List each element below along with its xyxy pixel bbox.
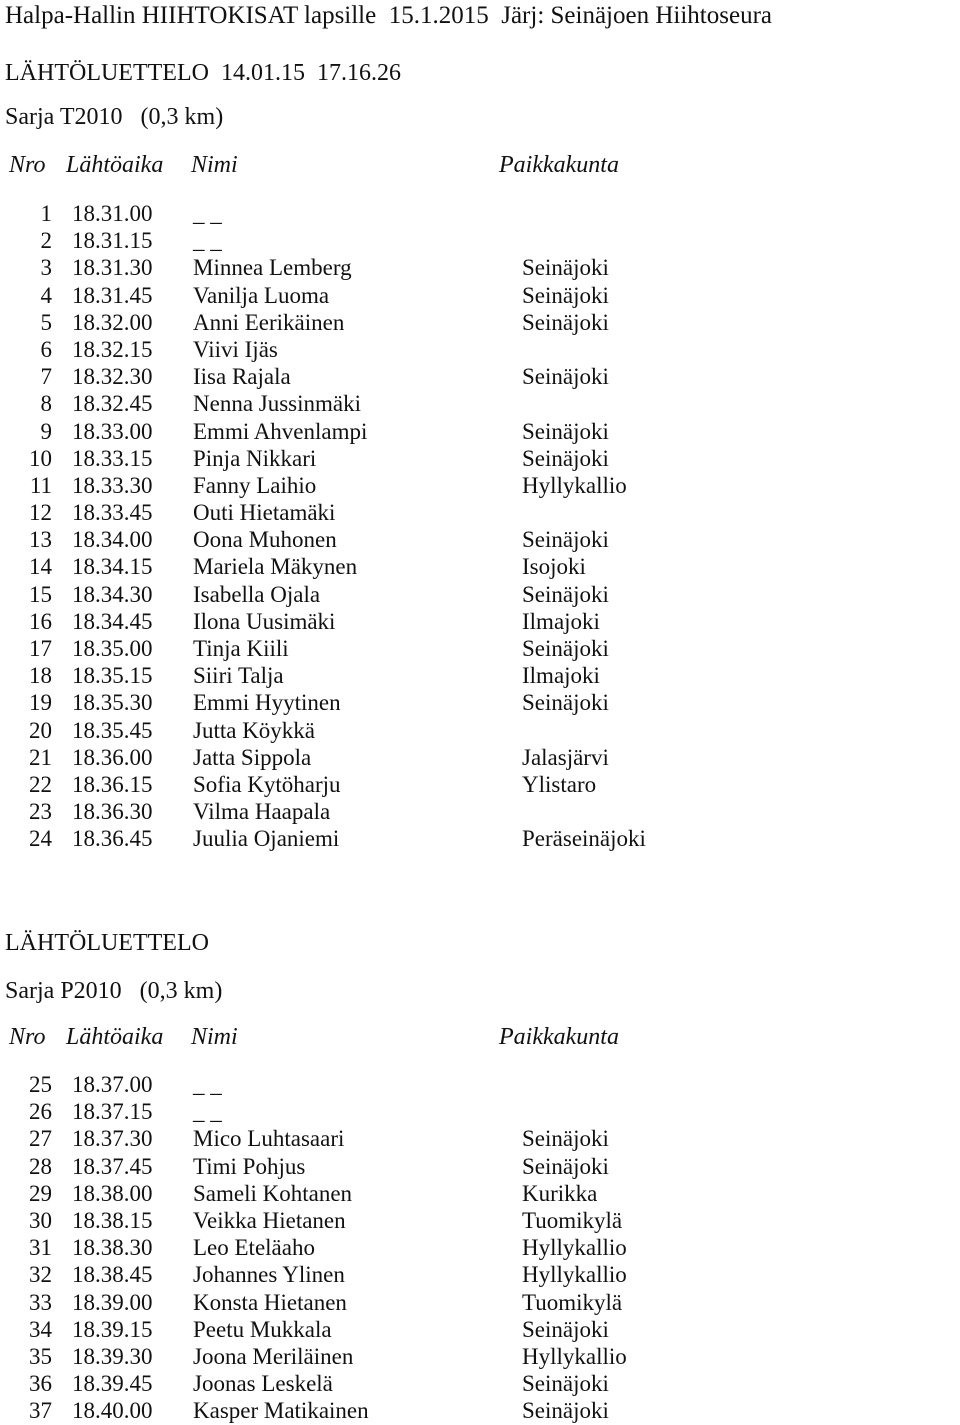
column-header-time: Lähtöaika [66,1024,164,1050]
start-time: 18.36.00 [72,744,153,770]
competitor-name: Leo Eteläaho [193,1235,315,1261]
start-time: 18.34.00 [72,527,153,553]
hometown: Seinäjoki [522,445,609,471]
series-heading-p2010: Sarja P2010 (0,3 km) [5,978,223,1004]
competitor-name: Anni Eerikäinen [193,309,345,335]
start-number: 18 [29,663,52,689]
start-number: 25 [29,1072,52,1097]
start-number: 19 [29,690,52,716]
table-row [0,1370,960,1397]
start-number: 15 [29,581,52,607]
hometown: Peräseinäjoki [522,826,646,852]
competitor-name: Juulia Ojaniemi [193,826,340,852]
table-row [0,336,960,363]
competitor-name: Peetu Mukkala [193,1316,332,1342]
table-row [0,282,960,309]
start-time: 18.35.15 [72,663,153,689]
competitor-name: Johannes Ylinen [193,1262,345,1288]
start-number: 5 [40,309,52,335]
start-time: 18.35.30 [72,690,153,716]
hometown: Hyllykallio [522,1262,627,1288]
table-row [0,1261,960,1288]
table-row [0,635,960,662]
start-number: 7 [40,364,52,390]
hometown: Seinäjoki [522,581,609,607]
start-time: 18.39.45 [72,1371,153,1397]
start-time: 18.39.00 [72,1289,153,1315]
table-row [0,499,960,526]
start-number: 10 [29,445,52,471]
table-row [0,1125,960,1152]
start-list-t2010 [0,200,960,853]
table-row [0,363,960,390]
competitor-name: Jatta Sippola [193,744,312,770]
start-list-heading-1: LÄHTÖLUETTELO 14.01.15 17.16.26 [5,60,401,86]
start-time: 18.34.30 [72,581,153,607]
column-headers-2 [0,1024,960,1054]
competitor-name: Konsta Hietanen [193,1289,347,1315]
column-header-name: Nimi [191,1024,238,1050]
start-number: 16 [29,608,52,634]
table-row [0,1098,960,1125]
hometown: Ilmajoki [522,663,600,689]
table-row [0,744,960,771]
table-row [0,581,960,608]
start-time: 18.39.30 [72,1343,153,1369]
start-number: 31 [29,1235,52,1261]
start-number: 22 [29,771,52,797]
start-number: 37 [29,1398,52,1424]
hometown: Seinäjoki [522,527,609,553]
start-number: 30 [29,1207,52,1233]
competitor-name: Jutta Köykkä [193,717,316,743]
start-number: 2 [40,228,52,254]
table-row [0,553,960,580]
start-number: 21 [29,744,52,770]
start-time: 18.35.00 [72,636,153,661]
column-header-nro: Nro [9,1024,46,1050]
hometown: Seinäjoki [522,1126,609,1152]
start-number: 36 [29,1371,52,1397]
start-number: 4 [40,282,52,308]
start-time: 18.39.15 [72,1316,153,1342]
table-row [0,1234,960,1261]
start-time: 18.37.30 [72,1126,153,1152]
start-time: 18.31.30 [72,255,153,281]
competitor-name: Isabella Ojala [193,581,321,607]
start-time: 18.38.00 [72,1180,153,1206]
table-row [0,1316,960,1343]
table-row [0,717,960,744]
start-time: 18.38.45 [72,1262,153,1288]
hometown: Seinäjoki [522,690,609,716]
start-time: 18.31.45 [72,282,153,308]
start-number: 28 [29,1153,52,1179]
start-number: 12 [29,500,52,526]
column-header-name: Nimi [191,152,238,178]
start-time: 18.33.00 [72,418,153,444]
start-number: 29 [29,1180,52,1206]
competitor-name: Tinja Kiili [193,636,289,661]
table-row [0,689,960,716]
start-number: 13 [29,527,52,553]
table-row [0,1180,960,1207]
column-header-time: Lähtöaika [66,152,164,178]
hometown: Hyllykallio [522,1235,627,1261]
start-time: 18.36.30 [72,799,153,825]
start-time: 18.33.30 [72,472,153,498]
series-heading-t2010: Sarja T2010 (0,3 km) [5,104,224,130]
start-number: 24 [29,826,52,852]
start-time: 18.33.15 [72,445,153,471]
competitor-name: Vilma Haapala [193,799,331,825]
start-number: 32 [29,1262,52,1288]
start-time: 18.37.45 [72,1153,153,1179]
hometown: Seinäjoki [522,418,609,444]
start-number: 3 [40,255,52,281]
column-header-place: Paikkakunta [499,1024,619,1050]
table-row [0,608,960,635]
hometown: Tuomikylä [522,1289,623,1315]
start-number: 20 [29,717,52,743]
start-number: 35 [29,1343,52,1369]
table-row [0,445,960,472]
hometown: Ylistaro [522,771,597,797]
competitor-name: Ilona Uusimäki [193,608,336,634]
hometown: Seinäjoki [522,282,609,308]
hometown: Seinäjoki [522,1371,609,1397]
table-row [0,526,960,553]
table-row [0,254,960,281]
table-row [0,798,960,825]
hometown: Seinäjoki [522,1316,609,1342]
start-time: 18.38.30 [72,1235,153,1261]
hometown: Ilmajoki [522,608,600,634]
start-time: 18.36.15 [72,771,153,797]
table-row [0,309,960,336]
competitor-name: Fanny Laihio [193,472,317,498]
competitor-name: Emmi Ahvenlampi [193,418,368,444]
start-time: 18.38.15 [72,1207,153,1233]
hometown: Hyllykallio [522,472,627,498]
column-headers-1 [0,152,960,182]
table-row [0,200,960,227]
start-time: 18.36.45 [72,826,153,852]
competitor-name: Sameli Kohtanen [193,1180,353,1206]
competitor-name: Minnea Lemberg [193,255,352,281]
table-row [0,418,960,445]
start-time: 18.32.45 [72,391,153,417]
start-time: 18.40.00 [72,1398,153,1424]
table-row [0,662,960,689]
hometown: Tuomikylä [522,1207,623,1233]
table-row [0,771,960,798]
competitor-name: Outi Hietamäki [193,500,336,526]
competitor-name: Joona Meriläinen [193,1343,354,1369]
start-number: 33 [29,1289,52,1315]
start-time: 18.34.15 [72,554,153,580]
table-row [0,390,960,417]
table-row [0,1397,960,1424]
hometown: Seinäjoki [522,255,609,281]
table-row [0,1153,960,1180]
competitor-name: Viivi Ijäs [193,336,278,362]
start-time: 18.31.00 [72,201,153,226]
hometown: Seinäjoki [522,309,609,335]
hometown: Kurikka [522,1180,598,1206]
start-number: 34 [29,1316,52,1342]
start-time: 18.35.45 [72,717,153,743]
start-time: 18.32.00 [72,309,153,335]
competitor-name: Mico Luhtasaari [193,1126,345,1152]
hometown: Jalasjärvi [522,744,609,770]
start-time: 18.31.15 [72,228,153,254]
competitor-name: Oona Muhonen [193,527,337,553]
start-list-heading-2: LÄHTÖLUETTELO [5,930,209,956]
start-number: 14 [29,554,52,580]
hometown: Seinäjoki [522,636,609,661]
competitor-name: _ _ [193,201,222,226]
start-number: 6 [40,336,52,362]
start-number: 11 [29,472,52,498]
table-row [0,227,960,254]
competitor-name: _ _ [193,228,222,254]
start-time: 18.33.45 [72,500,153,526]
start-time: 18.34.45 [72,608,153,634]
start-number: 17 [29,636,52,661]
competitor-name: _ _ [193,1099,222,1125]
competitor-name: _ _ [193,1072,222,1097]
competitor-name: Nenna Jussinmäki [193,391,362,417]
start-time: 18.32.15 [72,336,153,362]
start-time: 18.37.15 [72,1099,153,1125]
hometown: Seinäjoki [522,1398,609,1424]
table-row [0,1207,960,1234]
competitor-name: Mariela Mäkynen [193,554,358,580]
hometown: Seinäjoki [522,364,609,390]
table-row [0,1289,960,1316]
column-header-place: Paikkakunta [499,152,619,178]
table-row [0,825,960,852]
competitor-name: Emmi Hyytinen [193,690,341,716]
competitor-name: Vanilja Luoma [193,282,330,308]
start-number: 1 [40,201,52,226]
competitor-name: Veikka Hietanen [193,1207,346,1233]
start-number: 9 [40,418,52,444]
page-title: Halpa-Hallin HIIHTOKISAT lapsille 15.1.2015 Järj: Seinäjoen Hiihtoseura [5,2,772,29]
start-time: 18.37.00 [72,1072,153,1097]
start-number: 26 [29,1099,52,1125]
competitor-name: Sofia Kytöharju [193,771,341,797]
competitor-name: Joonas Leskelä [193,1371,333,1397]
column-header-nro: Nro [9,152,46,178]
hometown: Hyllykallio [522,1343,627,1369]
competitor-name: Pinja Nikkari [193,445,317,471]
start-number: 27 [29,1126,52,1152]
hometown: Seinäjoki [522,1153,609,1179]
start-number: 23 [29,799,52,825]
competitor-name: Kasper Matikainen [193,1398,369,1424]
start-list-p2010 [0,1071,960,1424]
competitor-name: Iisa Rajala [193,364,291,390]
competitor-name: Timi Pohjus [193,1153,306,1179]
table-row [0,472,960,499]
start-time: 18.32.30 [72,364,153,390]
table-row [0,1071,960,1098]
start-number: 8 [40,391,52,417]
competitor-name: Siiri Talja [193,663,284,689]
table-row [0,1343,960,1370]
hometown: Isojoki [522,554,586,580]
